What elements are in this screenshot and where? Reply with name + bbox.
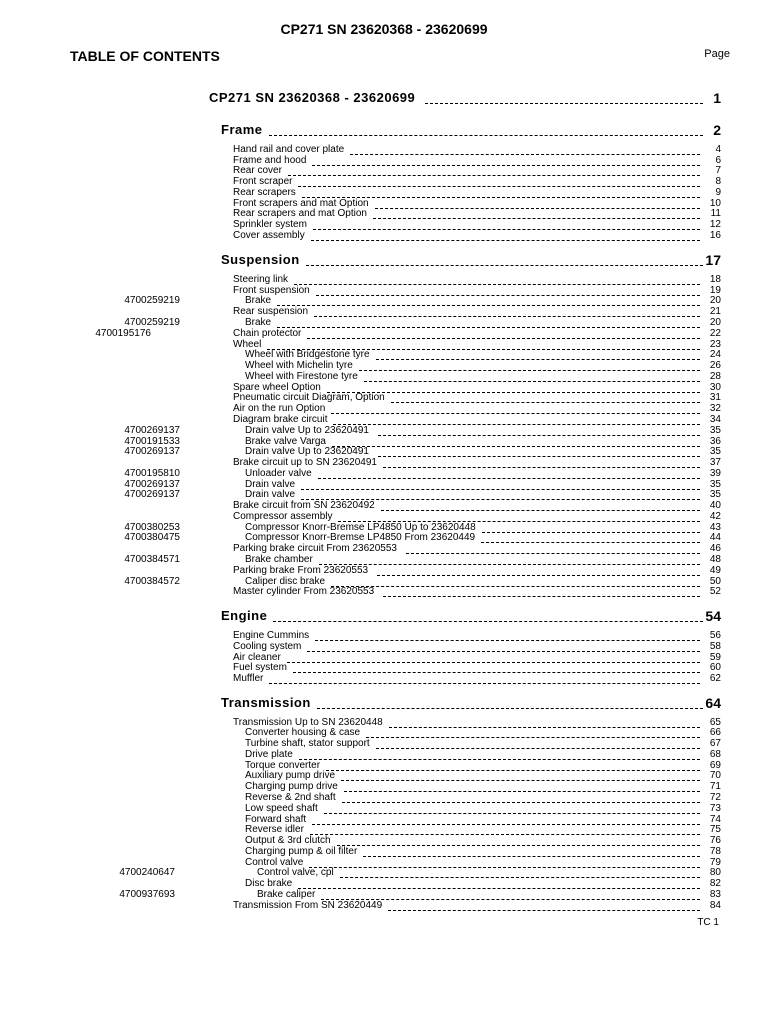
toc-page-number: 12 [709, 219, 721, 230]
toc-entry[interactable] [0, 673, 768, 685]
part-number: 4700384572 [124, 576, 180, 587]
toc-entry[interactable] [0, 586, 768, 598]
part-number: 4700269137 [124, 446, 180, 457]
toc-page-number: 58 [709, 641, 721, 652]
toc-entry[interactable] [0, 230, 768, 242]
part-number: 4700380253 [124, 522, 180, 533]
toc-entry-title: Air on the run Option [233, 403, 326, 414]
toc-page-number: 83 [709, 889, 721, 900]
toc-page-number: 43 [709, 522, 721, 533]
toc-page-number: 84 [709, 900, 721, 911]
toc-page-number: 30 [709, 382, 721, 393]
toc-entry-title: Compressor Knorr-Bremse LP4850 From 23620449 [245, 532, 476, 543]
toc-entry-title: Front suspension [233, 285, 310, 296]
toc-page-number: 35 [709, 489, 721, 500]
dot-leader [269, 135, 703, 136]
dot-leader [425, 103, 703, 104]
toc-entry-title: Drive plate [245, 749, 293, 760]
toc-entry-title: Diagram brake circuit [233, 414, 328, 425]
toc-entry-title: Brake circuit from SN 23620492 [233, 500, 375, 511]
toc-page-number: 67 [709, 738, 721, 749]
toc-entry-title: Fuel system [233, 662, 287, 673]
toc-page-number: 52 [709, 586, 721, 597]
toc-heading: TABLE OF CONTENTS [70, 48, 220, 64]
part-number: 4700191533 [124, 436, 180, 447]
part-number: 4700269137 [124, 425, 180, 436]
toc-entry-title: Drain valve Up to 23620491 [245, 425, 369, 436]
toc-page-number: 54 [705, 608, 721, 624]
toc-page-number: 75 [709, 824, 721, 835]
toc-entry-title: Converter housing & case [245, 727, 361, 738]
toc-page-number: 2 [713, 122, 721, 138]
toc-entry-title: Transmission From SN 23620449 [233, 900, 383, 911]
toc-page-number: 21 [709, 306, 721, 317]
toc-entry-title: Unloader valve [245, 468, 312, 479]
part-number: 4700269137 [124, 489, 180, 500]
toc-page-number: 35 [709, 446, 721, 457]
part-number: 4700259219 [124, 295, 180, 306]
toc-entry-title: Torque converter [245, 760, 321, 771]
toc-page-number: 23 [709, 339, 721, 350]
toc-entry-title: Sprinkler system [233, 219, 307, 230]
toc-entry-title: Drain valve [245, 489, 296, 500]
page-footer: TC 1 [697, 917, 719, 928]
toc-page-number: 10 [709, 198, 721, 209]
toc-page-number: 36 [709, 436, 721, 447]
part-number: 4700240647 [119, 867, 175, 878]
toc-page-number: 4 [715, 144, 721, 155]
toc-entry-title: Forward shaft [245, 814, 307, 825]
toc-entry-title: Rear cover [233, 165, 282, 176]
part-number: 4700269137 [124, 479, 180, 490]
toc-page-number: 19 [709, 285, 721, 296]
toc-entry-title: Disc brake [245, 878, 293, 889]
toc-entry-title: Compressor assembly [233, 511, 333, 522]
toc-entry-title: Brake circuit up to SN 23620491 [233, 457, 377, 468]
toc-page-number: 73 [709, 803, 721, 814]
toc-entry-title: Frame [221, 122, 263, 137]
toc-entry-title: Hand rail and cover plate [233, 144, 345, 155]
toc-page-number: 44 [709, 532, 721, 543]
toc-entry-title: Parking brake circuit From 23620553 [233, 543, 397, 554]
toc-page-number: 49 [709, 565, 721, 576]
toc-entry-title: Frame and hood [233, 155, 307, 166]
toc-entry-title: Front scraper [233, 176, 293, 187]
toc-entry-title: Front scrapers and mat Option [233, 198, 369, 209]
toc-page-number: 71 [709, 781, 721, 792]
dot-leader [269, 683, 700, 684]
toc-page-number: 17 [705, 252, 721, 268]
toc-entry-title: Brake [245, 295, 272, 306]
toc-page-number: 20 [709, 295, 721, 306]
part-number: 4700384571 [124, 554, 180, 565]
toc-entry-title: Control valve [245, 857, 304, 868]
toc-page-number: 24 [709, 349, 721, 360]
toc-entry-title: Muffler [233, 673, 264, 684]
toc-section-heading[interactable] [0, 122, 768, 138]
toc-entry-title: Control valve, cpl [257, 867, 334, 878]
toc-page-number: 60 [709, 662, 721, 673]
toc-page-number: 66 [709, 727, 721, 738]
toc-entry-title: Parking brake From 23620553 [233, 565, 369, 576]
toc-section-heading[interactable] [0, 252, 768, 268]
toc-entry-title: Suspension [221, 252, 300, 267]
toc-section-heading[interactable] [0, 608, 768, 624]
toc-entry-title: Wheel with Firestone tyre [245, 371, 358, 382]
toc-page-number: 16 [709, 230, 721, 241]
toc-section-heading[interactable] [0, 695, 768, 711]
toc-page-number: 42 [709, 511, 721, 522]
toc-entry-title: Master cylinder From 23620553 [233, 586, 375, 597]
toc-page-number: 46 [709, 543, 721, 554]
toc-entry-title: Charging pump drive [245, 781, 338, 792]
toc-page-number: 32 [709, 403, 721, 414]
toc-entry-title: Chain protector [233, 328, 302, 339]
toc-entry-title: Charging pump & oil filter [245, 846, 358, 857]
dot-leader [317, 708, 703, 709]
toc-page-number: 34 [709, 414, 721, 425]
toc-entry-title: CP271 SN 23620368 - 23620699 [209, 90, 416, 105]
toc-page-number: 8 [715, 176, 721, 187]
toc-entry-title: Rear scrapers [233, 187, 296, 198]
toc-page-number: 74 [709, 814, 721, 825]
toc-page-number: 28 [709, 371, 721, 382]
toc-page-number: 40 [709, 500, 721, 511]
toc-entry-title: Compressor Knorr-Bremse LP4850 Up to 23620448 [245, 522, 476, 533]
toc-page-number: 65 [709, 717, 721, 728]
dot-leader [383, 596, 700, 597]
toc-page-number: 9 [715, 187, 721, 198]
toc-page-number: 22 [709, 328, 721, 339]
toc-entry-title: Rear suspension [233, 306, 309, 317]
part-number: 4700195810 [124, 468, 180, 479]
toc-entry-title: Air cleaner [233, 652, 281, 663]
toc-page-number: 59 [709, 652, 721, 663]
toc-entry-title: Brake [245, 317, 272, 328]
toc-entry-title: Caliper disc brake [245, 576, 326, 587]
toc-page-number: 1 [713, 90, 721, 106]
dot-leader [273, 621, 703, 622]
toc-page-number: 69 [709, 760, 721, 771]
toc-entry-title: Wheel [233, 339, 262, 350]
page-column-label: Page [704, 48, 730, 60]
toc-page-number: 35 [709, 425, 721, 436]
toc-page-number: 56 [709, 630, 721, 641]
part-number: 4700937693 [119, 889, 175, 900]
toc-entry-title: Reverse idler [245, 824, 304, 835]
toc-entry-title: Drain valve [245, 479, 296, 490]
toc-page-number: 31 [709, 392, 721, 403]
toc-entry-title: Output & 3rd clutch [245, 835, 331, 846]
toc-entry-title: Spare wheel Option [233, 382, 321, 393]
part-number: 4700259219 [124, 317, 180, 328]
toc-section-heading[interactable] [0, 90, 768, 106]
toc-entry-title: Engine Cummins [233, 630, 310, 641]
toc-page-number: 18 [709, 274, 721, 285]
toc-page-number: 11 [710, 208, 721, 219]
toc-entry-title: Brake caliper [257, 889, 316, 900]
toc-entry-title: Low speed shaft [245, 803, 318, 814]
toc-entry-title: Steering link [233, 274, 289, 285]
part-number: 4700380475 [124, 532, 180, 543]
toc-page-number: 82 [709, 878, 721, 889]
toc-entry-title: Drain valve Up to 23620491 [245, 446, 369, 457]
toc-entry-title: Wheel with Bridgestone tyre [245, 349, 370, 360]
toc-page-number: 72 [709, 792, 721, 803]
toc-page-number: 26 [709, 360, 721, 371]
toc-page-number: 79 [709, 857, 721, 868]
toc-page-number: 62 [709, 673, 721, 684]
toc-entry-title: Transmission [221, 695, 311, 710]
document-title: CP271 SN 23620368 - 23620699 [280, 21, 488, 37]
toc-page-number: 37 [709, 457, 721, 468]
toc-page-number: 7 [715, 165, 721, 176]
toc-page-number: 68 [709, 749, 721, 760]
dot-leader [388, 910, 700, 911]
toc-page-number: 78 [709, 846, 721, 857]
part-number: 4700195176 [95, 328, 151, 339]
toc-entry-title: Brake chamber [245, 554, 313, 565]
toc-entry[interactable] [0, 900, 768, 912]
toc-entry-title: Turbine shaft, stator support [245, 738, 370, 749]
toc-page-number: 64 [705, 695, 721, 711]
toc-page-number: 20 [709, 317, 721, 328]
toc-entry-title: Wheel with Michelin tyre [245, 360, 353, 371]
toc-entry-title: Auxiliary pump drive [245, 770, 336, 781]
toc-page-number: 6 [715, 155, 721, 166]
dot-leader [311, 240, 700, 241]
dot-leader [306, 265, 703, 266]
toc-page-number: 48 [709, 554, 721, 565]
toc-page-number: 70 [709, 770, 721, 781]
toc-page-number: 80 [709, 867, 721, 878]
toc-page-number: 76 [709, 835, 721, 846]
toc-entry-title: Transmission Up to SN 23620448 [233, 717, 383, 728]
toc-entry-title: Cover assembly [233, 230, 305, 241]
toc-entry-title: Engine [221, 608, 268, 623]
toc-entry-title: Cooling system [233, 641, 302, 652]
toc-entry-title: Brake valve Varga [245, 436, 326, 447]
toc-entry-title: Pneumatic circuit Diagram, Option [233, 392, 385, 403]
toc-page-number: 35 [709, 479, 721, 490]
toc-entry-title: Reverse & 2nd shaft [245, 792, 336, 803]
toc-page-number: 39 [709, 468, 721, 479]
toc-page-number: 50 [709, 576, 721, 587]
toc-entry-title: Rear scrapers and mat Option [233, 208, 367, 219]
